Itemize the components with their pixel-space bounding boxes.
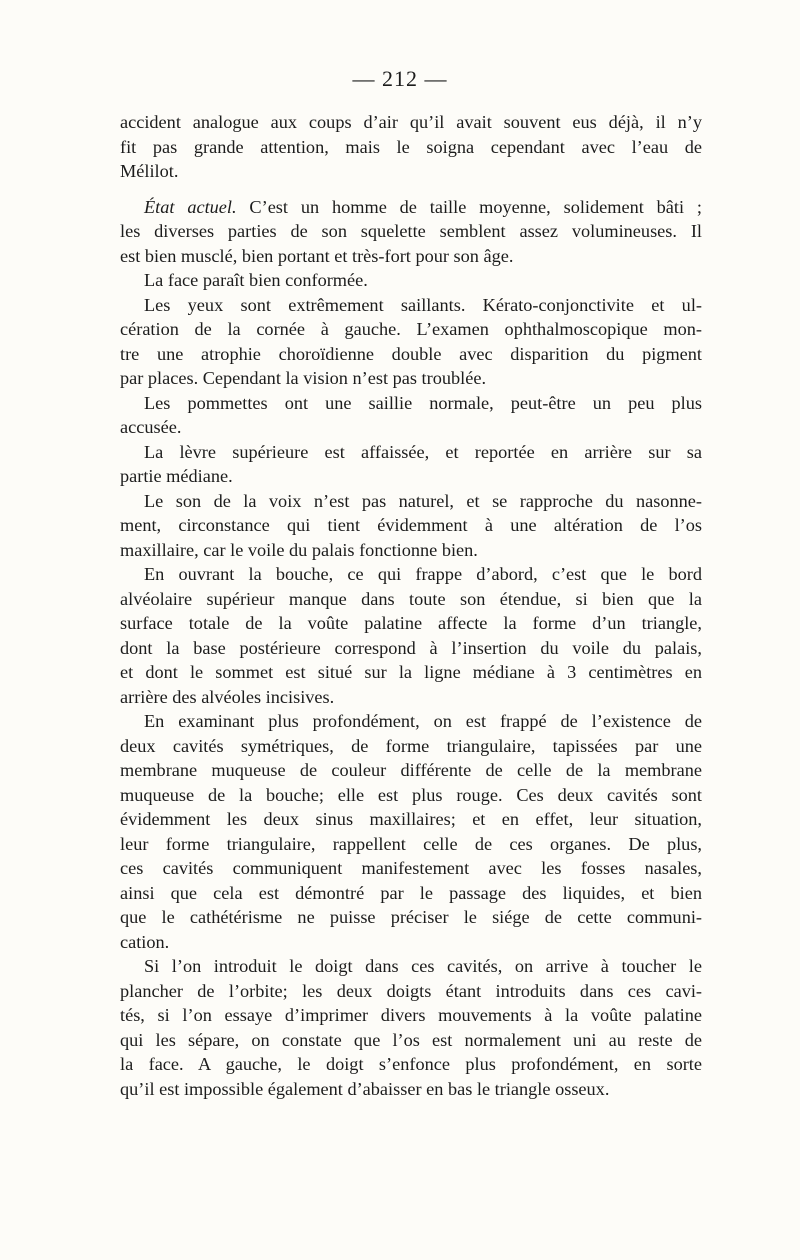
text-line: plancher de l’orbite; les deux doigts étant introduits dans ces cavi-: [120, 980, 702, 1001]
text-line: Mélilot.: [120, 161, 179, 181]
paragraph: [120, 268, 702, 293]
text-line: ainsi que cela est démontré par le passage des liquides, et bien: [120, 882, 702, 903]
text-line: Les pommettes ont une saillie normale, peut-être un peu plus: [144, 392, 702, 413]
body-text: [120, 110, 702, 1101]
text-line: cation.: [120, 931, 170, 952]
paragraph: [120, 954, 702, 1101]
paragraph: [120, 110, 702, 184]
text-line: En ouvrant la bouche, ce qui frappe d’abord, c’est que le bord: [144, 564, 702, 584]
text-line: et dont le sommet est situé sur la ligne médiane à 3 centimètres en: [120, 662, 702, 682]
text-line: qui les sépare, on constate que l’os est normalement uni au reste de: [120, 1029, 702, 1050]
text-line: que le cathétérisme ne puisse préciser le siége de cette communi-: [120, 907, 702, 927]
text-line: Les yeux sont extrêmement saillants. Kérato-conjonctivite et ul-: [144, 294, 702, 315]
text-line: ment, circonstance qui tient évidemment à une altération de l’os: [120, 515, 702, 535]
text-line: évidemment les deux sinus maxillaires; et en effet, leur situation,: [120, 809, 702, 829]
italic-lead: État actuel.: [144, 196, 237, 217]
text-line: muqueuse de la bouche; elle est plus rouge. Ces deux cavités sont: [120, 784, 702, 805]
paragraph: [120, 440, 702, 489]
text-line: cération de la cornée à gauche. L’examen ophthalmoscopique mon-: [120, 319, 702, 339]
paragraph: [120, 293, 702, 391]
paragraph: [120, 195, 702, 269]
text-line: qu’il est impossible également d’abaisser en bas le triangle osseux.: [120, 1078, 610, 1099]
text-line: alvéolaire supérieur manque dans toute son étendue, si bien que la: [120, 588, 702, 609]
text-line: est bien musclé, bien portant et très-fort pour son âge.: [120, 245, 514, 266]
text-line: partie médiane.: [120, 466, 233, 486]
line-text: C’est un homme de taille moyenne, solidement bâti ;: [236, 196, 702, 217]
text-line: En examinant plus profondément, on est frappé de l’existence de: [144, 711, 702, 731]
text-line: accusée.: [120, 417, 182, 437]
text-line: arrière des alvéoles incisives.: [120, 686, 335, 707]
paragraph: [120, 489, 702, 563]
text-line: [120, 195, 702, 220]
paragraph: [120, 562, 702, 709]
text-line: Le son de la voix n’est pas naturel, et se rapproche du nasonne-: [144, 490, 702, 511]
paragraph: [120, 391, 702, 440]
text-line: maxillaire, car le voile du palais fonctionne bien.: [120, 539, 478, 560]
text-line: accident analogue aux coups d’air qu’il avait souvent eus déjà, il n’y: [120, 112, 702, 132]
text-line: fit pas grande attention, mais le soigna cependant avec l’eau de: [120, 136, 702, 157]
text-line: dont la base postérieure correspond à l’insertion du voile du palais,: [120, 637, 702, 658]
paragraph: [120, 709, 702, 954]
text-line: surface totale de la voûte palatine affecte la forme d’un triangle,: [120, 613, 702, 633]
text-line: la face. A gauche, le doigt s’enfonce plus profondément, en sorte: [120, 1054, 702, 1074]
text-line: membrane muqueuse de couleur différente de celle de la membrane: [120, 760, 702, 780]
text-line: Si l’on introduit le doigt dans ces cavités, on arrive à toucher le: [144, 956, 702, 976]
text-line: ces cavités communiquent manifestement avec les fosses nasales,: [120, 858, 702, 878]
text-line: tre une atrophie choroïdienne double avec disparition du pigment: [120, 343, 702, 364]
text-line: par places. Cependant la vision n’est pas troublée.: [120, 368, 487, 388]
text-line: La lèvre supérieure est affaissée, et reportée en arrière sur sa: [144, 441, 702, 462]
text-line: les diverses parties de son squelette semblent assez volumineuses. Il: [120, 221, 702, 241]
text-line: tés, si l’on essaye d’imprimer divers mouvements à la voûte palatine: [120, 1005, 702, 1025]
text-line: La face paraît bien conformée.: [144, 270, 368, 290]
text-line: leur forme triangulaire, rappellent celle de ces organes. De plus,: [120, 833, 702, 854]
page-number: — 212 —: [352, 66, 448, 91]
text-line: deux cavités symétriques, de forme triangulaire, tapissées par une: [120, 735, 702, 756]
